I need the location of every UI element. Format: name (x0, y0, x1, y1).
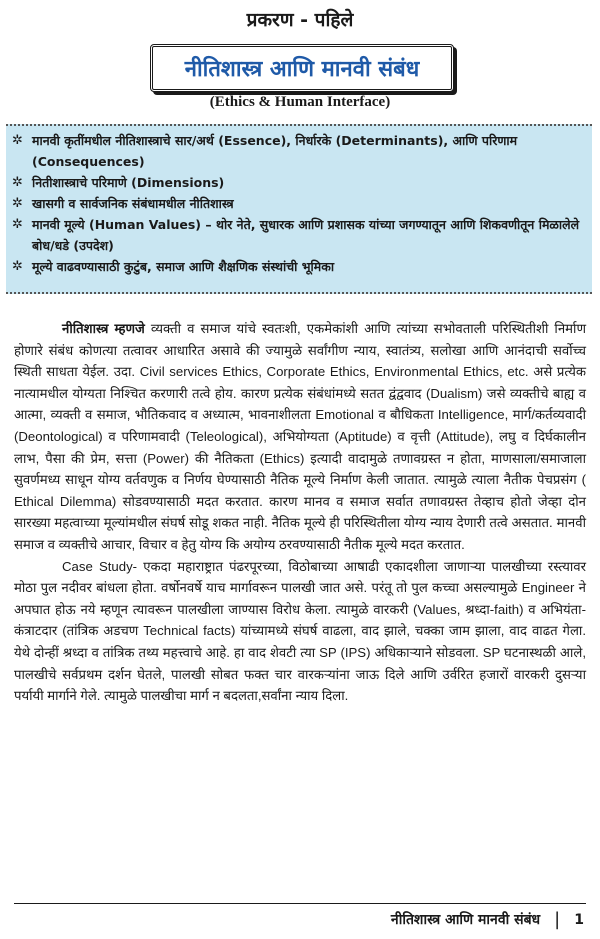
footer-divider (14, 903, 586, 904)
topic-item (12, 193, 586, 214)
chapter-subtitle: (Ethics & Human Interface) (209, 94, 391, 110)
footer-running-title: नीतिशास्त्र आणि मानवी संबंध (390, 912, 541, 928)
chapter-label: प्रकरण - पहिले (246, 9, 354, 31)
body-text (14, 318, 586, 707)
page-footer (391, 909, 584, 930)
topic-item (12, 214, 586, 256)
paragraph-case-study: Case Study- एकदा महाराष्ट्रात पंढरपूरच्या, विठोबाच्या आषाढी एकादशीला जाणाऱ्या पालखीच्या रस्त्यावर मोठा पुल नदीवर बांधला होता. वर्षोनवर्षे याच मार्गावरून पालखी जात असे. परंतू तो पुल कच्चा असल्यामुळे Engineer ने अपघात होऊ नये म्हणून त्यावरून पालखीला जाण्यास विरोध केला. त्यामुळे वारकरी (Values, श्रध्दा-faith) व अभियंता- कंत्राटदार (तांत्रिक अडचण Technical facts) यांच्यामध्ये संघर्ष वाढला, वाद झाले, चक्का जाम झाला, वाद वाढत गेला. येथे दोन्हीं श्रध्दा व तांत्रिक तथ्य महत्त्वाचे आहे. हा वाद शेवटी त्या SP (IPS) अधिकाऱ्याने सोडवला. SP घटनास्थळी आले, पालखीचे सर्वप्रथम दर्शन घेतले, पालखी सोबत फक्त चार वारकऱ्यांना जाऊ दिले आणि उर्वरित हजारों वारकरी दुसऱ्या पर्यायी मार्गाने गेले. त्यामुळे पालखीचा मार्ग न बदलता,सर्वांना न्याय दिला. (14, 558, 586, 704)
topic-item (12, 256, 586, 277)
asterisk-icon: ✲ (12, 217, 23, 232)
topic-text: मूल्ये वाढवण्यासाठी कुटुंब, समाज आणि शैक्षणिक संस्थांची भूमिका (32, 259, 335, 274)
topic-text: नितीशास्त्राचे परिमाणे (Dimensions) (32, 175, 225, 190)
paragraph-body: व्यक्ती व समाज यांचे स्वतःशी, एकमेकांशी आणि त्यांच्या सभोवताली परिस्थितीशी निर्माण होणारे संबंध कोणत्या तत्वावर आधारित असावे की ज्यामुळे सर्वांगीण न्याय, स्वातंत्र्य, सलोखा आणि आनंदाची सर्वोच्च स्थिती साधता येईल. उदा. Civil services Ethics, Corporate Ethics, Environmental Ethics, etc. असे प्रत्येक नात्यामधील योग्यता निश्चित करणारी तत्वे होय. कारण प्रत्येक संबंधांमध्ये सतत द्वंद्ववाद (Dualism) जसे व्यक्तीचे बाह्य व आत्मा, व्यक्ती व समाज, भौतिकवाद व अध्यात्म, भावनाशीलता Emotional व बौधिकता Intelligence, मार्ग/कर्तव्यवादी (Deontological) व परिणामवादी (Teleological), अभियोग्यता (Aptitude) व वृत्ती (Attitude), लघु व दिर्घकालीन लाभ, पैसा की प्रेम, सत्ता (Power) की नैतिकता (Ethics) इत्यादी वादामुळे तणावग्रस्त न होता, माणसाला/समाजाला सुवर्णमध्य साधून योग्य वर्तवणुक व निर्णय घेण्यासाठी नैतिक मूल्ये निर्माण केली जातात. त्यामुळे त्याला नैतीक पेचप्रसंग ( Ethical Dilemma) सोडवण्यासाठी मदत करतात. कारण मानव व समाज सर्वात तणावग्रस्त तेव्हाच होतो जेव्हा दोन सारख्या महत्वाच्या मूल्यांमधील संघर्ष सोडू शकत नाही. नैतिक मूल्ये ही परिस्थितीला योग्य न्याय देणारी तत्वे असतात. मानवी समाज व व्यक्तीचे आचार, विचार व हेतु योग्य कि अयोग्य ठरवण्यासाठी नैतीक मूल्ये मदत करतात. (14, 321, 586, 552)
topic-item (12, 172, 586, 193)
topic-item (12, 130, 586, 172)
paragraph-definition (14, 318, 586, 556)
topic-text: मानवी मूल्ये (Human Values) – थोर नेते, सुधारक आणि प्रशासक यांच्या जगण्यातून आणि शिकवणीतून मिळालेले बोध/धडे (उपदेश) (32, 217, 580, 253)
topic-text: मानवी कृतींमधील नीतिशास्त्राचे सार/अर्थ (Essence), निर्धारके (Determinants), आणि परिणाम (Consequences) (32, 133, 518, 169)
asterisk-icon: ✲ (12, 175, 23, 190)
paragraph-lead: नीतिशास्त्र म्हणजे (62, 321, 145, 336)
page-number: 1 (574, 911, 584, 928)
chapter-title-box (150, 44, 454, 92)
topic-text: खासगी व सार्वजनिक संबंधामधील नीतिशास्त्र (32, 196, 234, 211)
asterisk-icon: ✲ (12, 259, 23, 274)
footer-separator: | (554, 909, 561, 930)
asterisk-icon: ✲ (12, 133, 23, 148)
topics-box (6, 124, 592, 294)
chapter-title: नीतिशास्त्र आणि मानवी संबंध (184, 57, 420, 82)
asterisk-icon: ✲ (12, 196, 23, 211)
